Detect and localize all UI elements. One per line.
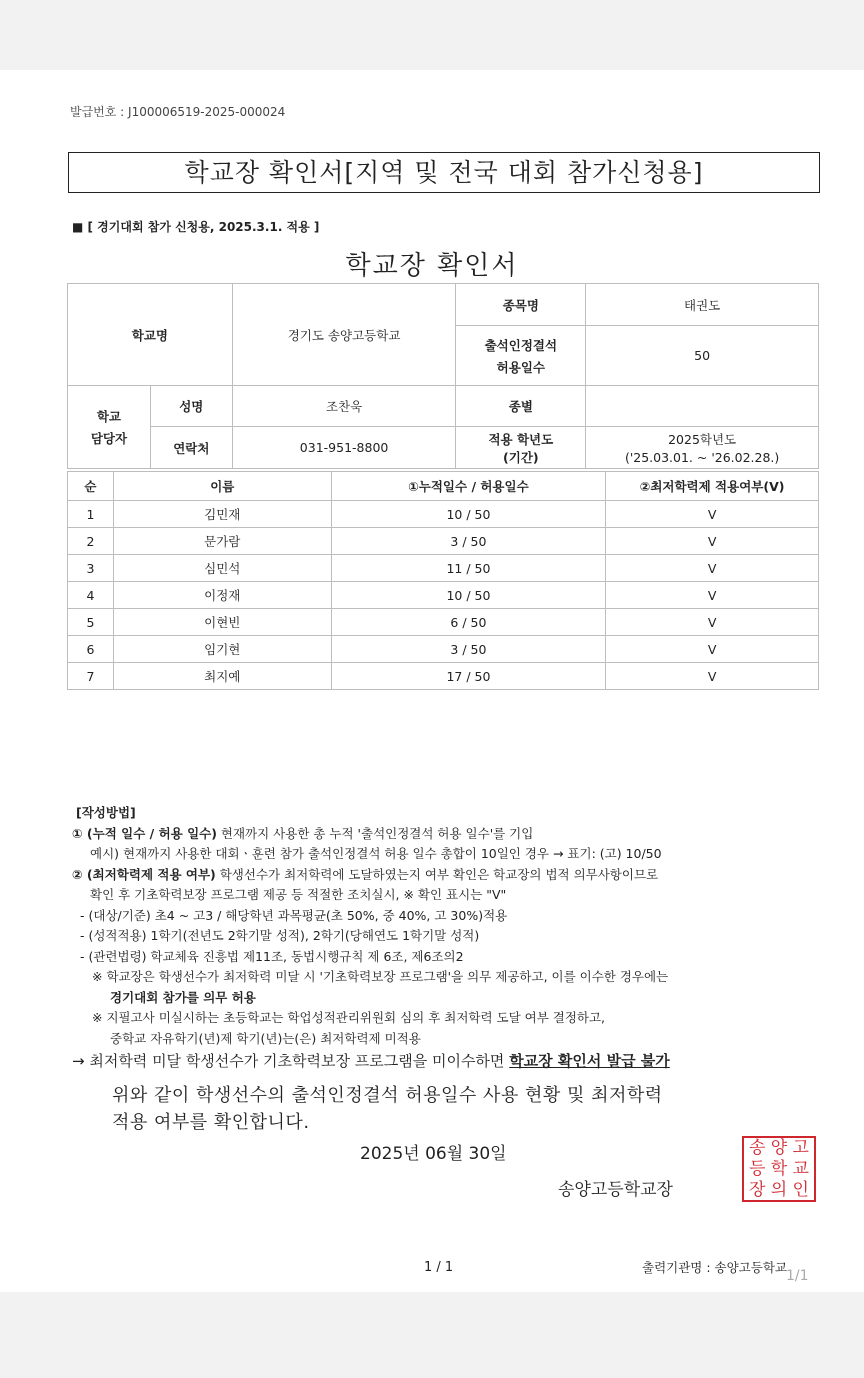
document-page (0, 70, 864, 1292)
official-seal: 송 양 고 등 학 교 장 의 인 (742, 1136, 816, 1202)
contact-value: 031-951-8800 (232, 427, 456, 469)
school-label: 학교명 (68, 284, 233, 386)
school-value: 경기도 송양고등학교 (232, 284, 456, 386)
row-name: 이현빈 (113, 609, 331, 636)
contact-label: 연락처 (150, 427, 232, 469)
table-row (68, 582, 819, 609)
sub-note-2b: 중학교 자유학기(년)제 학기(년)는(은) 최저학력제 미적용 (110, 1030, 421, 1046)
instructions-heading: [작성방법] (76, 805, 136, 820)
year-label (456, 427, 586, 469)
category-value (586, 386, 819, 427)
table-row (68, 636, 819, 663)
row-name: 이정재 (113, 582, 331, 609)
corner-mark: 1/1 (786, 1268, 809, 1284)
row-no: 7 (68, 663, 114, 690)
row-no: 3 (68, 555, 114, 582)
note-2-line2: 확인 후 기초학력보장 프로그램 제공 등 적절한 조치실시, ※ 확인 표시는 "V" (90, 887, 507, 902)
row-days: 3 / 50 (331, 528, 606, 555)
manager-label-2: 담당자 (90, 431, 128, 446)
row-name: 김민재 (113, 501, 331, 528)
year-label-2: (기간) (503, 449, 539, 465)
row-name: 최지예 (113, 663, 331, 690)
year-value-2: ('25.03.01. ~ '26.02.28.) (624, 450, 780, 465)
event-label: 종목명 (456, 284, 586, 326)
issue-date: 2025년 06월 30일 (360, 1144, 507, 1164)
table-row (68, 528, 819, 555)
name-label: 성명 (150, 386, 232, 427)
header-name: 이름 (113, 472, 331, 501)
event-value: 태권도 (586, 284, 819, 326)
document-title: 학교장 확인서[지역 및 전국 대회 참가신청용] (68, 152, 820, 193)
header-min-academic: ②최저학력제 적용여부(V) (606, 472, 819, 501)
page-number: 1 / 1 (424, 1260, 454, 1275)
note-2 (72, 865, 832, 886)
manager-label (68, 386, 151, 469)
days-label (456, 326, 586, 386)
row-no: 2 (68, 528, 114, 555)
year-value-1: 2025학년도 (668, 432, 737, 447)
row-no: 4 (68, 582, 114, 609)
note-1-example: 예시) 현재까지 사용한 대회ㆍ훈련 참가 출석인정결석 허용 일수 총합이 10일인 경우 → 표기: (고) 10/50 (90, 846, 662, 861)
year-label-1: 적용 학년도 (488, 431, 554, 447)
issue-number: 발급번호 : J100006519-2025-000024 (70, 105, 286, 119)
row-check: V (606, 582, 819, 609)
table-row (68, 501, 819, 528)
header-no: 순 (68, 472, 114, 501)
subheading: ■ [ 경기대회 참가 신청용, 2025.3.1. 적용 ] (72, 220, 320, 234)
row-check: V (606, 636, 819, 663)
row-check: V (606, 501, 819, 528)
table-row (68, 555, 819, 582)
row-days: 6 / 50 (331, 609, 606, 636)
sub-note-1b: 경기대회 참가를 의무 허용 (110, 989, 256, 1005)
table-header-row (68, 472, 819, 501)
detail-law: - (관련법령) 학교체육 진흥법 제11조, 동법시행규칙 제 6조, 제6조의2 (80, 948, 464, 964)
row-days: 10 / 50 (331, 582, 606, 609)
header-days: ①누적일수 / 허용일수 (331, 472, 606, 501)
warning-underlined: 학교장 확인서 발급 불가 (509, 1052, 670, 1070)
table-row (68, 609, 819, 636)
manager-label-1: 학교 (96, 409, 122, 424)
row-days: 17 / 50 (331, 663, 606, 690)
row-days: 11 / 50 (331, 555, 606, 582)
confirmation-line-1: 위와 같이 학생선수의 출석인정결석 허용일수 사용 현황 및 최저학력 (112, 1085, 663, 1106)
row-no: 5 (68, 609, 114, 636)
note-1-text: 현재까지 사용한 총 누적 '출석인정결석 허용 일수'를 기입 (216, 825, 534, 841)
warning-line (72, 1051, 832, 1072)
main-title: 학교장 확인서 (345, 251, 519, 281)
row-check: V (606, 663, 819, 690)
row-name: 심민석 (113, 555, 331, 582)
row-check: V (606, 609, 819, 636)
note-2-text: 학생선수가 최저학력에 도달하였는지 여부 확인은 학교장의 법적 의무사항이므로 (215, 866, 659, 882)
row-no: 6 (68, 636, 114, 663)
name-value: 조찬욱 (232, 386, 456, 427)
row-no: 1 (68, 501, 114, 528)
row-name: 임기현 (113, 636, 331, 663)
note-2-title: ② (최저학력제 적용 여부) (72, 866, 216, 882)
days-value: 50 (586, 326, 819, 386)
warning-text: → 최저학력 미달 학생선수가 기초학력보장 프로그램을 미이수하면 (72, 1052, 510, 1070)
row-name: 문가람 (113, 528, 331, 555)
row-days: 10 / 50 (331, 501, 606, 528)
detail-target: - (대상/기준) 초4 ~ 고3 / 해당학년 과목평균(초 50%, 중 40%, 고 30%)적용 (80, 907, 508, 923)
confirmation-line-2: 적용 여부를 확인합니다. (112, 1112, 310, 1133)
row-check: V (606, 528, 819, 555)
detail-grades: - (성적적용) 1학기(전년도 2학기말 성적), 2학기(당해연도 1학기말 성적) (80, 928, 480, 943)
instructions (72, 803, 832, 1072)
days-label-2: 허용일수 (496, 359, 545, 375)
row-days: 3 / 50 (331, 636, 606, 663)
note-1 (72, 824, 832, 845)
principal-name: 송양고등학교장 (558, 1180, 673, 1200)
row-check: V (606, 555, 819, 582)
table-row (68, 663, 819, 690)
student-table (67, 471, 819, 690)
confirmation-statement (112, 1082, 663, 1136)
sub-note-2: ※ 지필고사 미실시하는 초등학교는 학업성적관리위원회 심의 후 최저학력 도달 여부 결정하고, (92, 1010, 606, 1025)
sub-note-1: ※ 학교장은 학생선수가 최저학력 미달 시 '기초학력보장 프로그램'을 의무 제공하고, 이를 이수한 경우에는 (92, 969, 669, 984)
category-label: 종별 (456, 386, 586, 427)
info-table (67, 283, 819, 469)
year-value (586, 427, 819, 469)
days-label-1: 출석인정결석 (484, 337, 558, 353)
output-organization: 출력기관명 : 송양고등학교 (642, 1260, 787, 1275)
note-1-title: ① (누적 일수 / 허용 일수) (72, 825, 217, 841)
